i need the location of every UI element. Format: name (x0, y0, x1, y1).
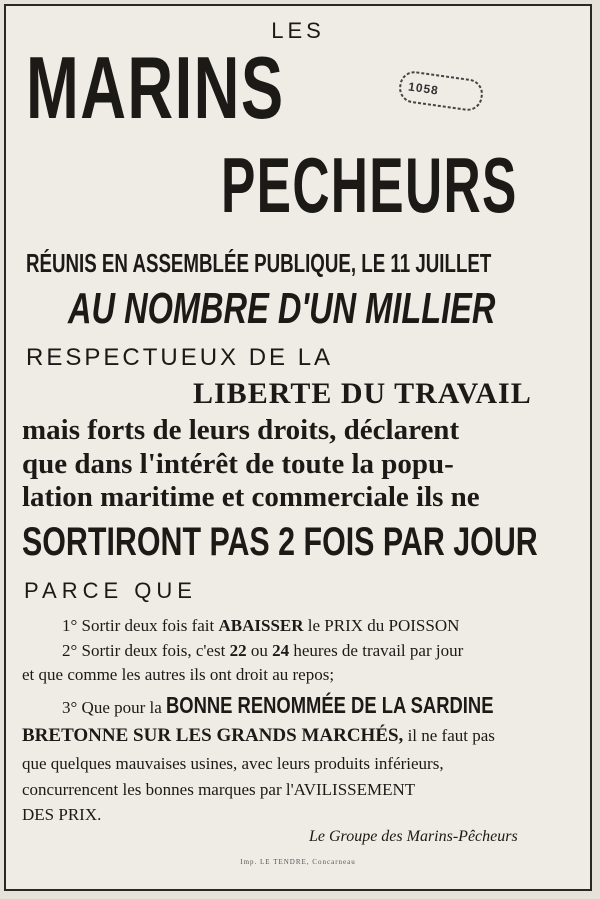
reason-1-text-c: le PRIX du POISSON (303, 616, 460, 635)
reason-3-line-2 (22, 726, 495, 745)
reason-3-line-2-emph: BRETONNE SUR LES GRANDS MARCHÉS, (22, 725, 404, 746)
number-line: AU NOMBRE D'UN MILLIER (68, 284, 496, 333)
assembly-line: RÉUNIS EN ASSEMBLÉE PUBLIQUE, LE 11 JUILLET (26, 248, 492, 278)
reason-3-emph: BONNE RENOMMÉE DE LA SARDINE (166, 692, 494, 718)
printer-line: Imp. LE TENDRE, Concarneau (240, 858, 356, 866)
reason-3-line-3: que quelques mauvaises usines, avec leurs produits inférieurs, (22, 754, 444, 773)
reason-3 (62, 694, 575, 717)
reason-2-text-e: heures de travail par jour (289, 641, 464, 660)
body-line-2: que dans l'intérêt de toute la popu- (22, 448, 454, 480)
reason-2-hours-b: 24 (272, 641, 290, 660)
body-line-1: mais forts de leurs droits, déclarent (22, 414, 460, 446)
reason-1 (62, 617, 459, 634)
liberty-line: LIBERTE DU TRAVAIL (193, 377, 532, 410)
reason-1-emph: ABAISSER (218, 616, 304, 635)
reason-3-text-a: 3° Que pour la (62, 698, 167, 717)
reason-1-text-a: 1° Sortir deux fois fait (62, 616, 219, 635)
reason-3-line-5: DES PRIX. (22, 805, 102, 824)
archive-stamp (396, 68, 486, 114)
heading-line2: PECHEURS (221, 141, 518, 229)
signature: Le Groupe des Marins-Pêcheurs (309, 828, 518, 845)
body-line-3: lation maritime et commerciale ils ne (22, 481, 480, 513)
reason-2-continued: et que comme les autres ils ont droit au repos; (22, 665, 335, 684)
heading-small: LES (271, 18, 325, 43)
stamp-text: 1058 (407, 79, 440, 98)
reason-2-text-c: ou (246, 641, 273, 660)
reason-3-line-2-text: il ne faut pas (403, 726, 495, 745)
because-line: PARCE QUE (24, 578, 197, 603)
reason-2-hours-a: 22 (229, 641, 247, 660)
reason-2-text-a: 2° Sortir deux fois, c'est (62, 641, 230, 660)
respectful-line: RESPECTUEUX DE LA (26, 344, 334, 371)
poster (4, 4, 592, 891)
reason-2 (62, 642, 463, 659)
heading-line1: MARINS (26, 38, 285, 137)
declaration-line: SORTIRONT PAS 2 FOIS PAR JOUR (22, 520, 538, 564)
reason-3-line-4: concurrencent les bonnes marques par l'AVILISSEMENT (22, 780, 416, 799)
